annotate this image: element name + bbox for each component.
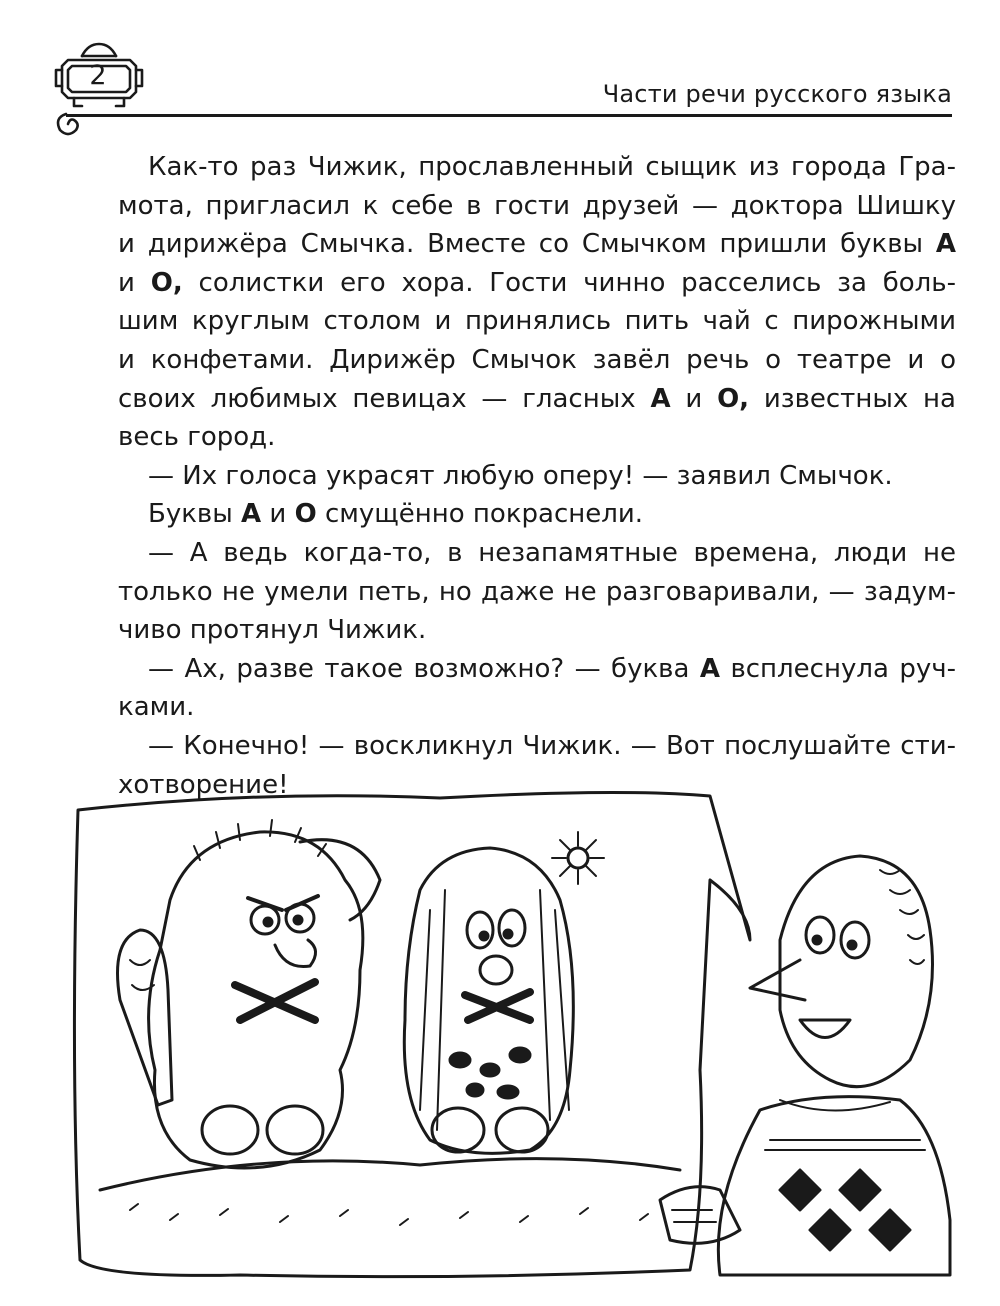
text-line: [118, 573, 956, 612]
text-segment: хотворение!: [118, 769, 289, 800]
text-line: [118, 495, 956, 534]
text-segment: своих любимых певицах — гласных: [118, 383, 651, 414]
text-segment: смущённо покраснели.: [316, 499, 644, 530]
text-line: [118, 341, 956, 380]
text-segment: всплеснула руч-: [720, 653, 956, 684]
text-segment: ками.: [118, 692, 195, 723]
text-segment: и дирижёра Смычка. Вместе со Смычком пришли буквы: [118, 229, 936, 260]
text-segment: — Конечно! — воскликнул Чижик. — Вот послушайте сти-: [148, 730, 956, 761]
text-line: [118, 148, 956, 187]
text-line: [118, 302, 956, 341]
text-segment: и конфетами. Дирижёр Смычок завёл речь о театре и о: [118, 344, 956, 375]
text-line: [118, 688, 956, 727]
text-segment: и: [118, 267, 151, 298]
text-line: [118, 225, 956, 264]
story-paragraph: [118, 650, 956, 727]
text-segment: — Ах, разве такое возможно? — буква: [148, 653, 700, 684]
bold-letter: О,: [150, 267, 183, 298]
text-line: [118, 380, 956, 419]
text-segment: чиво протянул Чижик.: [118, 615, 427, 646]
story-paragraph: [118, 534, 956, 650]
text-line: [118, 650, 956, 689]
text-segment: мота, пригласил к себе в гости друзей — доктора Шишку: [118, 190, 956, 221]
story-text: [118, 148, 956, 804]
page-number: 2: [89, 60, 107, 91]
text-line: [118, 727, 956, 766]
text-segment: — А ведь когда-то, в незапамятные времена, люди не: [148, 537, 956, 568]
bold-letter: А: [650, 383, 671, 414]
text-line: [118, 457, 956, 496]
text-segment: солистки его хора. Гости чинно расселись за боль-: [182, 267, 956, 298]
text-line: [118, 264, 956, 303]
text-segment: и: [670, 383, 718, 414]
text-line: [118, 534, 956, 573]
bold-letter: О,: [717, 383, 750, 414]
text-line: [118, 187, 956, 226]
bold-letter: А: [699, 653, 720, 684]
cartoon-cavemen-and-bald-narrator-illustration: [60, 770, 960, 1290]
text-segment: Как-то раз Чижик, прославленный сыщик из города Гра-: [148, 152, 956, 182]
text-segment: и: [261, 499, 295, 530]
text-segment: Буквы: [148, 499, 242, 530]
story-paragraph: [118, 148, 956, 457]
text-line: [118, 418, 956, 457]
bold-letter: О: [294, 499, 317, 530]
text-segment: только не умели петь, но даже не разговаривали, — задум-: [118, 576, 956, 607]
text-line: [118, 611, 956, 650]
bold-letter: А: [935, 229, 956, 260]
header-rule: [66, 114, 952, 117]
story-paragraph: [118, 495, 956, 534]
text-segment: шим круглым столом и принялись пить чай с пирожными: [118, 306, 956, 337]
text-segment: весь город.: [118, 422, 276, 453]
running-title: Части речи русского языка: [602, 80, 952, 108]
bold-letter: А: [241, 499, 262, 530]
text-segment: — Их голоса украсят любую оперу! — заявил Смычок.: [148, 460, 893, 491]
text-segment: известных на: [749, 383, 956, 414]
story-paragraph: [118, 457, 956, 496]
